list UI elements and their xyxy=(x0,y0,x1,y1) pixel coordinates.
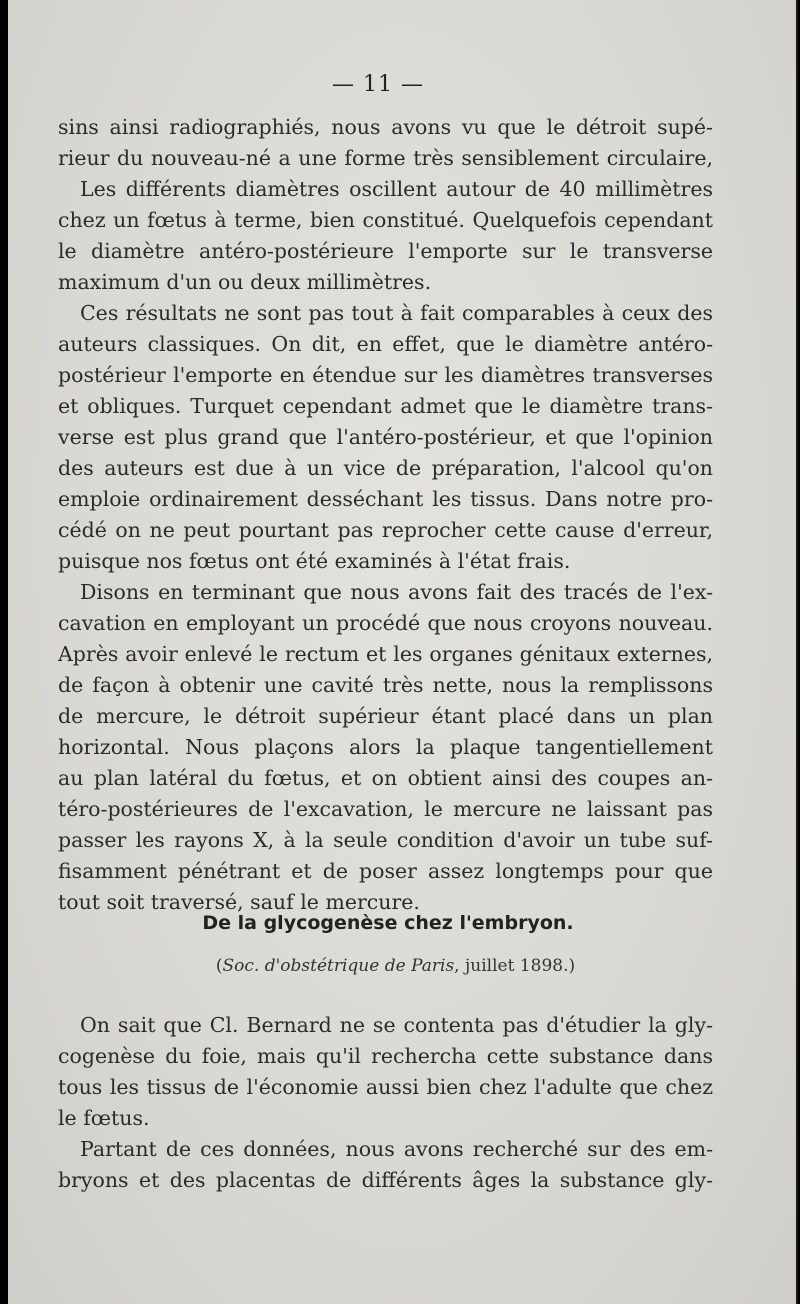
text-line: bryons et des placentas de différents âges la substance gly- xyxy=(58,1168,713,1192)
text-line: cogenèse du foie, mais qu'il rechercha cette substance dans xyxy=(58,1044,713,1068)
text-line: de mercure, le détroit supérieur étant placé dans un plan xyxy=(58,704,713,728)
text-line: sins ainsi radiographiés, nous avons vu que le détroit supé- xyxy=(58,115,713,139)
text-line: et obliques. Turquet cependant admet que le diamètre trans- xyxy=(58,394,713,418)
text-line: Les différents diamètres oscillent autour de 40 millimètres xyxy=(80,177,713,201)
text-line: passer les rayons X, à la seule condition d'avoir un tube suf- xyxy=(58,828,713,852)
book-page xyxy=(8,0,798,1304)
text-line: postérieur l'emporte en étendue sur les diamètres transverses xyxy=(58,363,713,387)
text-line: puisque nos fœtus ont été examinés à l'état frais. xyxy=(58,549,571,573)
text-line: Disons en terminant que nous avons fait des tracés de l'ex- xyxy=(80,580,713,604)
text-line: fisamment pénétrant et de poser assez longtemps pour que xyxy=(58,859,713,883)
citation-open: ( xyxy=(215,956,223,976)
text-block-glycogenese xyxy=(58,1010,713,1196)
text-line: cédé on ne peut pourtant pas reprocher cette cause d'erreur, xyxy=(58,518,713,542)
text-block-excavation xyxy=(58,112,713,918)
text-line: On sait que Cl. Bernard ne se contenta pas d'étudier la gly- xyxy=(80,1013,713,1037)
text-line: le fœtus. xyxy=(58,1106,150,1130)
source-citation xyxy=(8,956,783,976)
text-line: tout soit traversé, sauf le mercure. xyxy=(58,890,420,914)
text-line: auteurs classiques. On dit, en effet, que le diamètre antéro- xyxy=(58,332,713,356)
text-line: le diamètre antéro-postérieure l'emporte sur le transverse xyxy=(58,239,713,263)
text-line: téro-postérieures de l'excavation, le mercure ne laissant pas xyxy=(58,797,713,821)
page-number: — 11 — xyxy=(332,72,424,97)
text-line: rieur du nouveau-né a une forme très sensiblement circulaire, xyxy=(58,146,713,170)
text-line: verse est plus grand que l'antéro-postérieur, et que l'opinion xyxy=(58,425,713,449)
text-line: chez un fœtus à terme, bien constitué. Quelquefois cependant xyxy=(58,208,713,232)
text-line: Après avoir enlevé le rectum et les organes génitaux externes, xyxy=(58,642,713,666)
text-line: horizontal. Nous plaçons alors la plaque tangentiellement xyxy=(58,735,713,759)
text-line: maximum d'un ou deux millimètres. xyxy=(58,270,432,294)
text-line: Ces résultats ne sont pas tout à fait comparables à ceux des xyxy=(80,301,713,325)
text-line: de façon à obtenir une cavité très nette, nous la remplissons xyxy=(58,673,713,697)
text-line: Partant de ces données, nous avons recherché sur des em- xyxy=(80,1137,713,1161)
page-edge xyxy=(796,0,798,1304)
text-line: emploie ordinairement desséchant les tissus. Dans notre pro- xyxy=(58,487,713,511)
section-heading: De la glycogenèse chez l'embryon. xyxy=(202,912,574,934)
text-line: au plan latéral du fœtus, et on obtient ainsi des coupes an- xyxy=(58,766,713,790)
citation-journal: Soc. d'obstétrique de Paris xyxy=(222,956,455,976)
text-line: cavation en employant un procédé que nous croyons nouveau. xyxy=(58,611,713,635)
text-line: des auteurs est due à un vice de préparation, l'alcool qu'on xyxy=(58,456,713,480)
citation-date: , juillet 1898.) xyxy=(454,956,576,976)
text-line: tous les tissus de l'économie aussi bien chez l'adulte que chez xyxy=(58,1075,713,1099)
